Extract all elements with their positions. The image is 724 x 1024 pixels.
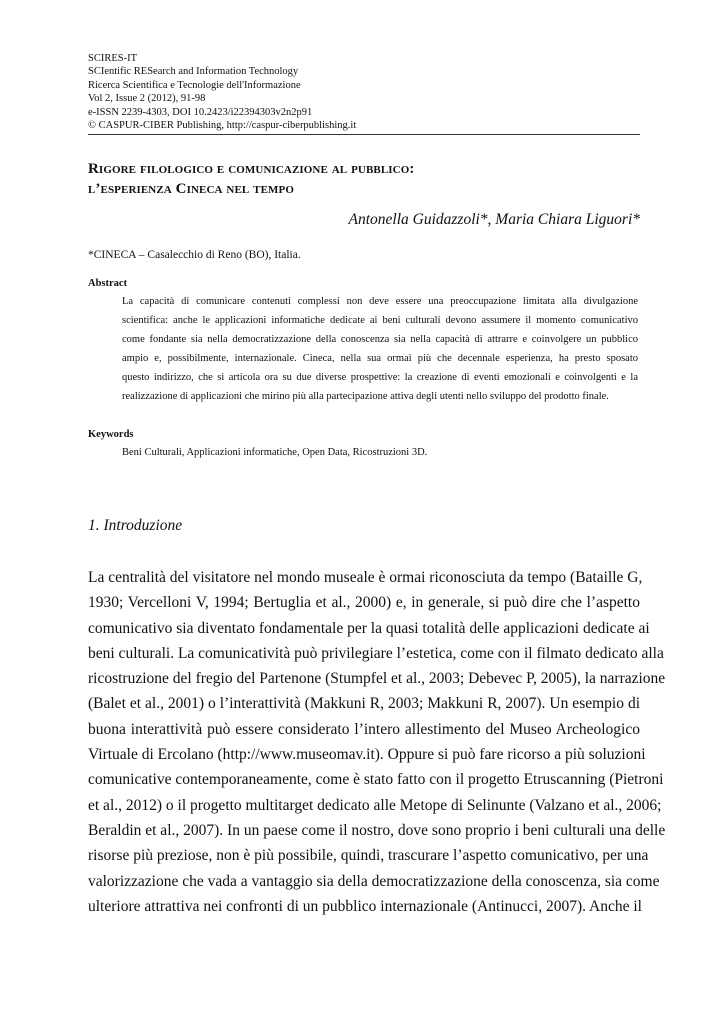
abstract-line: realizzazione di applicazioni che mirino più alla partecipazione attiva degli utenti nello sviluppo del prodotto finale. <box>122 391 609 402</box>
abstract-line: La capacità di comunicare contenuti complessi non deve essere una preoccupazione limitata alla divulgazione <box>122 296 638 307</box>
abstract-line: ampio e, possibilmente, internazionale. Cineca, nella sua ormai più che decennale esperienza, ha presto sposato <box>122 353 638 364</box>
abstract-heading: Abstract <box>88 278 128 289</box>
body-line: comunicative contemporaneamente, come è stato fatto con il progetto Etruscanning (Pietroni <box>88 771 664 789</box>
abstract-line: scientifica: anche le applicazioni informatiche dedicate ai beni culturali devono assumere il momento comunicativo <box>122 315 638 326</box>
body-line: risorse più preziose, non è più possibile, quindi, trascurare l’aspetto comunicativo, per una <box>88 847 649 865</box>
abstract-text <box>122 292 638 406</box>
journal-name: SCIRES-IT <box>88 53 138 64</box>
abstract-line: questo indirizzo, che si articola ora su due diverse prospettive: la creazione di eventi emozionali e coinvolgenti e la <box>122 372 638 383</box>
journal-header <box>88 52 640 132</box>
body-line: Virtuale di Ercolano (http://www.museomav.it). Oppure si può fare ricorso a più soluzioni <box>88 746 646 764</box>
body-line: (Balet et al., 2001) o l’interattività (Makkuni R, 2003; Makkuni R, 2007). Un esempio di <box>88 695 640 713</box>
body-line: 1930; Vercelloni V, 1994; Bertuglia et al., 2000) e, in generale, si può dire che l’aspetto <box>88 594 640 612</box>
body-line: valorizzazione che vada a vantaggio sia della democratizzazione della conoscenza, sia come <box>88 872 660 890</box>
affiliation: *CINECA – Casalecchio di Reno (BO), Italia. <box>88 249 301 261</box>
body-line: buona interattività può essere considerato l’intero allestimento del Museo Archeologico <box>88 720 640 738</box>
keywords-heading: Keywords <box>88 429 134 440</box>
section-heading: 1. Introduzione <box>88 517 183 534</box>
journal-subtitle-en: SCIentific RESearch and Information Technology <box>88 66 299 78</box>
authors: Antonella Guidazzoli*, Maria Chiara Liguori* <box>348 211 640 228</box>
body-line: ulteriore attrattiva nei confronti di un pubblico internazionale (Antinucci, 2007). Anche il <box>88 897 642 915</box>
body-text <box>88 565 666 919</box>
journal-issn-doi: e-ISSN 2239-4303, DOI 10.2423/i22394303v2n2p91 <box>88 106 313 118</box>
journal-volume: Vol 2, Issue 2 (2012), 91-98 <box>88 93 206 105</box>
paper-title <box>88 159 640 199</box>
body-line: beni culturali. La comunicatività può privilegiare l’estetica, come con il filmato dedicato alla <box>88 644 664 662</box>
header-divider <box>88 134 640 135</box>
journal-publisher: © CASPUR-CIBER Publishing, http://caspur-ciberpublishing.it <box>88 120 357 132</box>
body-line: et al., 2012) o il progetto multitarget dedicato alle Metope di Selinunte (Valzano et al., 2006; <box>88 796 662 814</box>
paper-title-line: l’esperienza Cineca nel tempo <box>88 181 295 197</box>
body-line: comunicativo sia diventato fondamentale per la quasi totalità delle applicazioni dedicate ai <box>88 619 650 637</box>
paper-title-line: Rigore filologico e comunicazione al pubblico: <box>88 161 415 177</box>
body-line: ricostruzione del fregio del Partenone (Stumpfel et al., 2003; Debevec P, 2005), la narrazione <box>88 670 666 688</box>
journal-subtitle-it: Ricerca Scientifica e Tecnologie dell'Informazione <box>88 79 301 91</box>
keywords-text: Beni Culturali, Applicazioni informatiche, Open Data, Ricostruzioni 3D. <box>122 447 428 458</box>
body-line: Beraldin et al., 2007). In un paese come il nostro, dove sono proprio i beni culturali una delle <box>88 821 666 839</box>
abstract-line: come fondante sia nella democratizzazione della conoscenza sia nella capacità di attrarre e coinvolgere un pubblico <box>122 334 638 345</box>
body-line: La centralità del visitatore nel mondo museale è ormai riconosciuta da tempo (Bataille G, <box>88 569 643 586</box>
